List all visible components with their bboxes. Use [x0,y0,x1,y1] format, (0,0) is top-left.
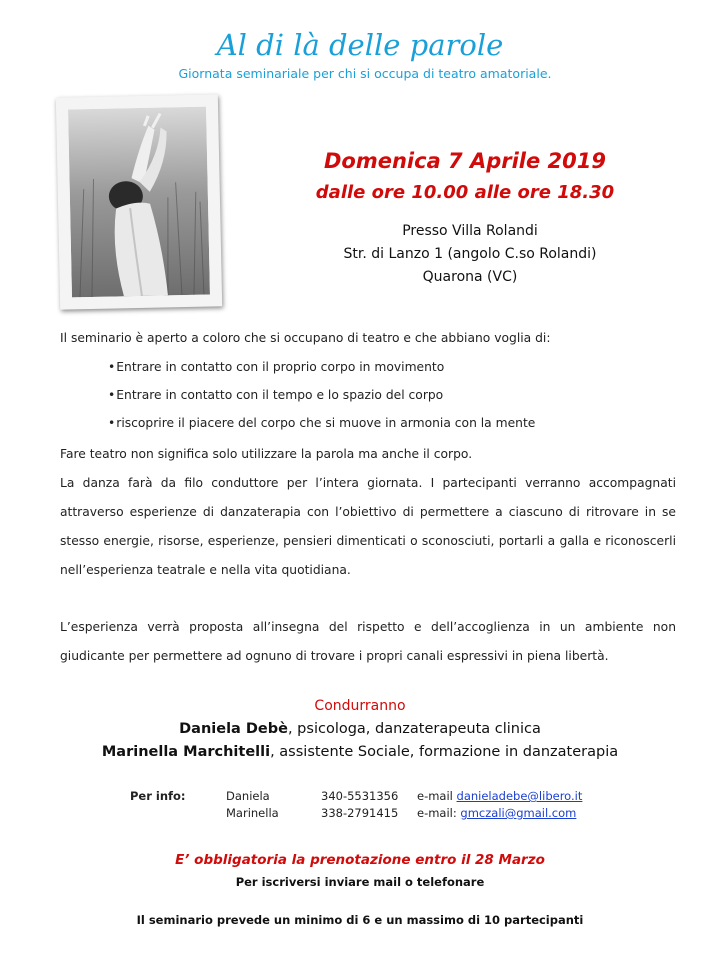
contact-name: Daniela [226,789,270,803]
bullet-item: • Entrare in contatto con il tempo e lo spazio del corpo [108,388,443,402]
host-line-2 [0,744,720,760]
booking-notice: E’ obbligatoria la prenotazione entro il 28 Marzo [175,852,545,868]
paragraph-body: La danza farà da filo conduttore per l’intera giornata. I partecipanti verranno accompagnati attraverso esperienze di danzaterapia con l’obiettivo di permettere a ciascuno di ritrovare in se stesso energie, risorse, esperienze, pensieri dimenticati o sconosciuti, portarli a galla e riconoscerli nell’esperienza teatrale e nella vita quotidiana. [60,476,676,577]
host-name: Daniela Debè [179,721,288,737]
email-label: e-mail: [417,806,457,820]
page-subtitle: Giornata seminariale per chi si occupa di teatro amatoriale. [178,66,552,81]
venue-street: Str. di Lanzo 1 (angolo C.so Rolandi) [343,246,597,262]
bullet-item: • Entrare in contatto con il proprio corpo in movimento [108,360,444,374]
contact-label: Per info: [130,789,186,803]
paragraph-body: Fare teatro non significa solo utilizzare la parola ma anche il corpo. [60,447,473,461]
event-date: Domenica 7 Aprile 2019 [323,149,607,173]
intro-text: Il seminario è aperto a coloro che si occupano di teatro e che abbiano voglia di: [60,331,551,345]
dancer-photo [56,94,222,309]
venue-name: Presso Villa Rolandi [402,223,538,239]
bullet-item: • riscoprire il piacere del corpo che si muove in armonia con la mente [108,416,535,430]
capacity-note: Il seminario prevede un minimo di 6 e un massimo di 10 partecipanti [136,913,584,927]
email-label: e-mail [417,789,453,803]
event-time: dalle ore 10.00 alle ore 18.30 [315,182,615,203]
email-link-marinella[interactable]: gmczali@gmail.com [460,806,577,820]
signup-instructions: Per iscriversi inviare mail o telefonare [235,875,485,889]
hosts-heading: Condurranno [314,698,406,714]
host-name: Marinella Marchitelli [101,744,271,760]
contact-email-row [417,806,576,820]
contact-phone: 338-2791415 [321,806,399,820]
contact-email-row [417,789,582,803]
venue-city: Quarona (VC) [422,269,518,285]
paragraph-body: L’esperienza verrà proposta all’insegna del rispetto e dell’accoglienza in un ambiente non giudicante per permettere ad ognuno di trovare i propri canali espressivi in piena libertà. [60,620,676,663]
page-title: Al di là delle parole [216,28,504,62]
email-link-daniela[interactable]: danieladebe@libero.it [456,789,583,803]
host-line-1 [0,721,720,737]
dancer-photo-illustration [68,107,210,298]
host-role: , assistente Sociale, formazione in danzaterapia [270,744,619,760]
host-role: , psicologa, danzaterapeuta clinica [287,721,541,737]
contact-name: Marinella [226,806,279,820]
contact-phone: 340-5531356 [321,789,399,803]
